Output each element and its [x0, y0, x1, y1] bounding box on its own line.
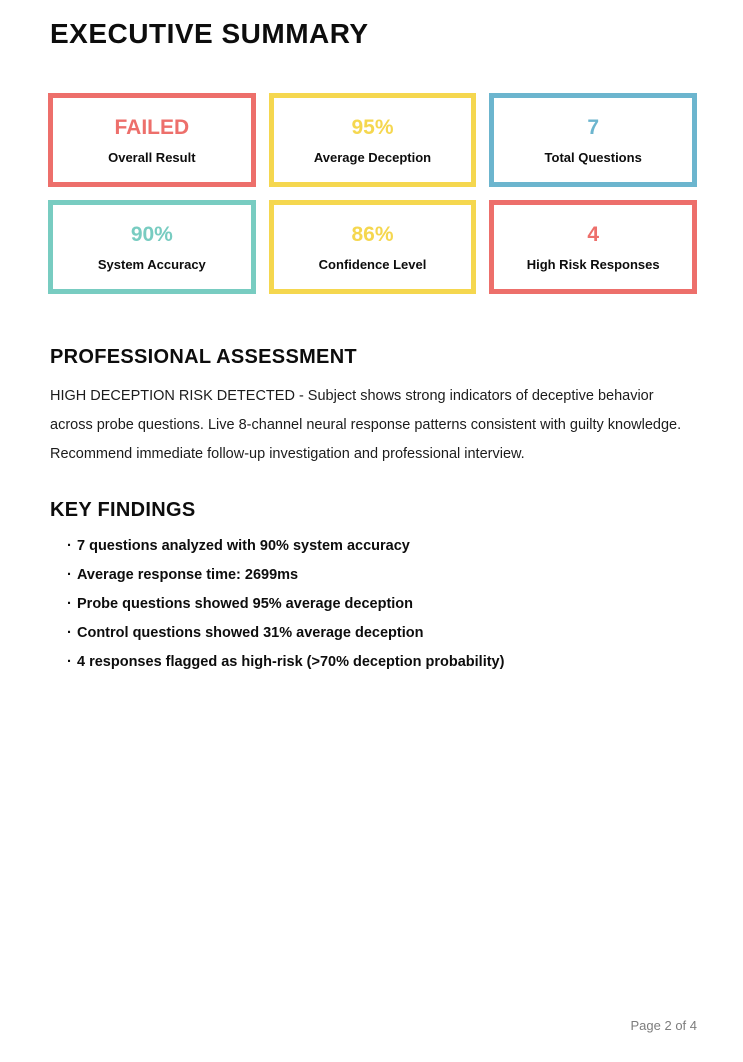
- metric-label: System Accuracy: [97, 256, 206, 272]
- metric-value: FAILED: [114, 115, 190, 139]
- metric-card-system-accuracy: [48, 200, 256, 294]
- finding-item: · 4 responses flagged as high-risk (>70% deception probability): [50, 648, 697, 677]
- metric-card-total-questions: [489, 93, 697, 187]
- findings-heading: KEY FINDINGS: [50, 499, 196, 521]
- metric-label: Average Deception: [313, 149, 432, 165]
- findings-list: [50, 532, 697, 677]
- page-title: EXECUTIVE SUMMARY: [50, 18, 369, 49]
- page-number: Page 2 of 4: [630, 1018, 697, 1033]
- finding-item: · Average response time: 2699ms: [50, 561, 697, 590]
- metric-card-average-deception: [269, 93, 477, 187]
- metric-value: 86%: [351, 222, 394, 246]
- metrics-grid: [48, 93, 697, 294]
- assessment-heading: PROFESSIONAL ASSESSMENT: [50, 346, 357, 368]
- metric-value: 95%: [351, 115, 394, 139]
- metric-value: 4: [587, 222, 599, 246]
- metric-label: Total Questions: [544, 149, 642, 165]
- report-page: [0, 18, 743, 1062]
- metric-label: Confidence Level: [318, 256, 427, 272]
- metric-card-confidence-level: [269, 200, 477, 294]
- page-content: [0, 18, 743, 677]
- finding-item: · Control questions showed 31% average deception: [50, 619, 697, 648]
- finding-item: · Probe questions showed 95% average deception: [50, 590, 697, 619]
- assessment-body: HIGH DECEPTION RISK DETECTED - Subject shows strong indicators of deceptive behavior across probe questions. Live 8-channel neural response patterns consistent with guilty knowledge. Recommend immediate follow-up investigation and professional interview.: [50, 388, 682, 462]
- metric-label: High Risk Responses: [526, 256, 660, 272]
- metric-card-overall-result: [48, 93, 256, 187]
- metric-value: 7: [587, 115, 599, 139]
- metric-card-high-risk-responses: [489, 200, 697, 294]
- metric-label: Overall Result: [108, 149, 196, 165]
- finding-item: · 7 questions analyzed with 90% system accuracy: [50, 532, 697, 561]
- metric-value: 90%: [130, 222, 173, 246]
